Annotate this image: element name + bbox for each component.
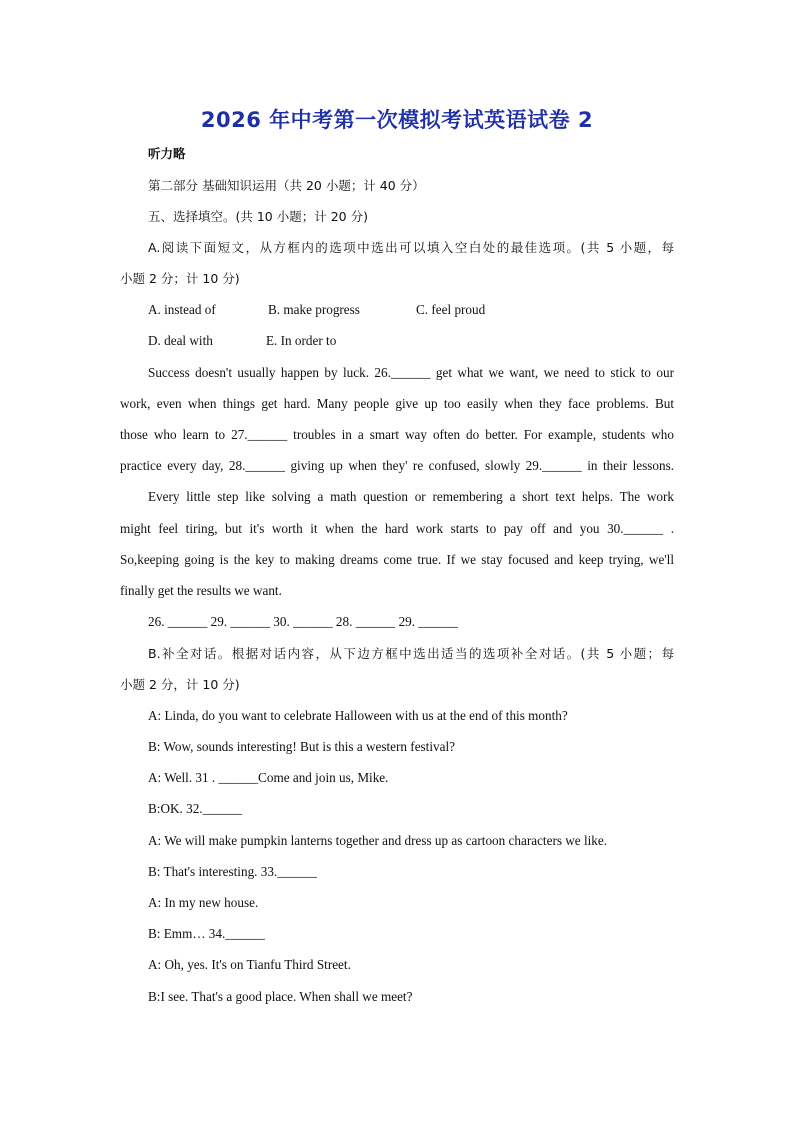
dialogue-line: B:OK. 32.______ <box>148 801 243 816</box>
dialogue-line: B:I see. That's a good place. When shall we meet? <box>148 989 413 1004</box>
passage-line: those who learn to 27.______ troubles in a smart way often do better. For example, students who <box>120 427 674 442</box>
section5-heading: 五、选择填空。(共 10 小题；计 20 分) <box>148 209 368 224</box>
answer-blanks: 26. ______ 29. ______ 30. ______ 28. ______ 29. ______ <box>148 614 458 629</box>
option-d: D. deal with <box>148 333 213 348</box>
dialogue-line: A: Oh, yes. It's on Tianfu Third Street. <box>148 957 351 972</box>
dialogue-line: B: Wow, sounds interesting! But is this a western festival? <box>148 739 455 754</box>
dialogue-line: A: We will make pumpkin lanterns together and dress up as cartoon characters we like. <box>148 833 608 848</box>
option-e: E. In order to <box>266 333 337 348</box>
option-c: C. feel proud <box>416 302 486 317</box>
passage-line: work, even when things get hard. Many people give up too easily when they face problems. But <box>120 396 674 411</box>
option-b: B. make progress <box>268 302 360 317</box>
dialogue-line: B: Emm… 34.______ <box>148 926 265 941</box>
passage-line: practice every day, 28.______ giving up when they' re confused, slowly 29.______ in their lessons. <box>120 458 674 473</box>
partB-instruction-line1: B.补全对话。根据对话内容，从下边方框中选出适当的选项补全对话。(共 5 小题；每 <box>148 646 674 661</box>
part2-heading: 第二部分 基础知识运用（共 20 小题；计 40 分） <box>148 178 425 193</box>
listening-note: 听力略 <box>148 146 186 161</box>
passage-line: finally get the results we want. <box>120 583 282 598</box>
passage-line: Every little step like solving a math question or remembering a short text helps. The work <box>148 489 674 504</box>
dialogue-line: A: Linda, do you want to celebrate Halloween with us at the end of this month? <box>148 708 568 723</box>
partB-instruction-line2: 小题 2 分，计 10 分) <box>120 677 240 692</box>
passage-line: might feel tiring, but it's worth it when the hard work starts to pay off and you 30.______ . <box>120 521 674 536</box>
partA-instruction-line1: A.阅读下面短文，从方框内的选项中选出可以填入空白处的最佳选项。(共 5 小题，每 <box>148 240 674 255</box>
partA-instruction-line2: 小题 2 分；计 10 分) <box>120 271 240 286</box>
page-title: 2026 年中考第一次模拟考试英语试卷 2 <box>200 108 594 132</box>
passage-line: Success doesn't usually happen by luck. 26.______ get what we want, we need to stick to our <box>148 365 674 380</box>
dialogue-line: B: That's interesting. 33.______ <box>148 864 317 879</box>
dialogue-line: A: In my new house. <box>148 895 259 910</box>
passage-line: So,keeping going is the key to making dreams come true. If we stay focused and keep trying, we'll <box>120 552 674 567</box>
option-a: A. instead of <box>148 302 216 317</box>
dialogue-line: A: Well. 31 . ______Come and join us, Mike. <box>148 770 389 785</box>
